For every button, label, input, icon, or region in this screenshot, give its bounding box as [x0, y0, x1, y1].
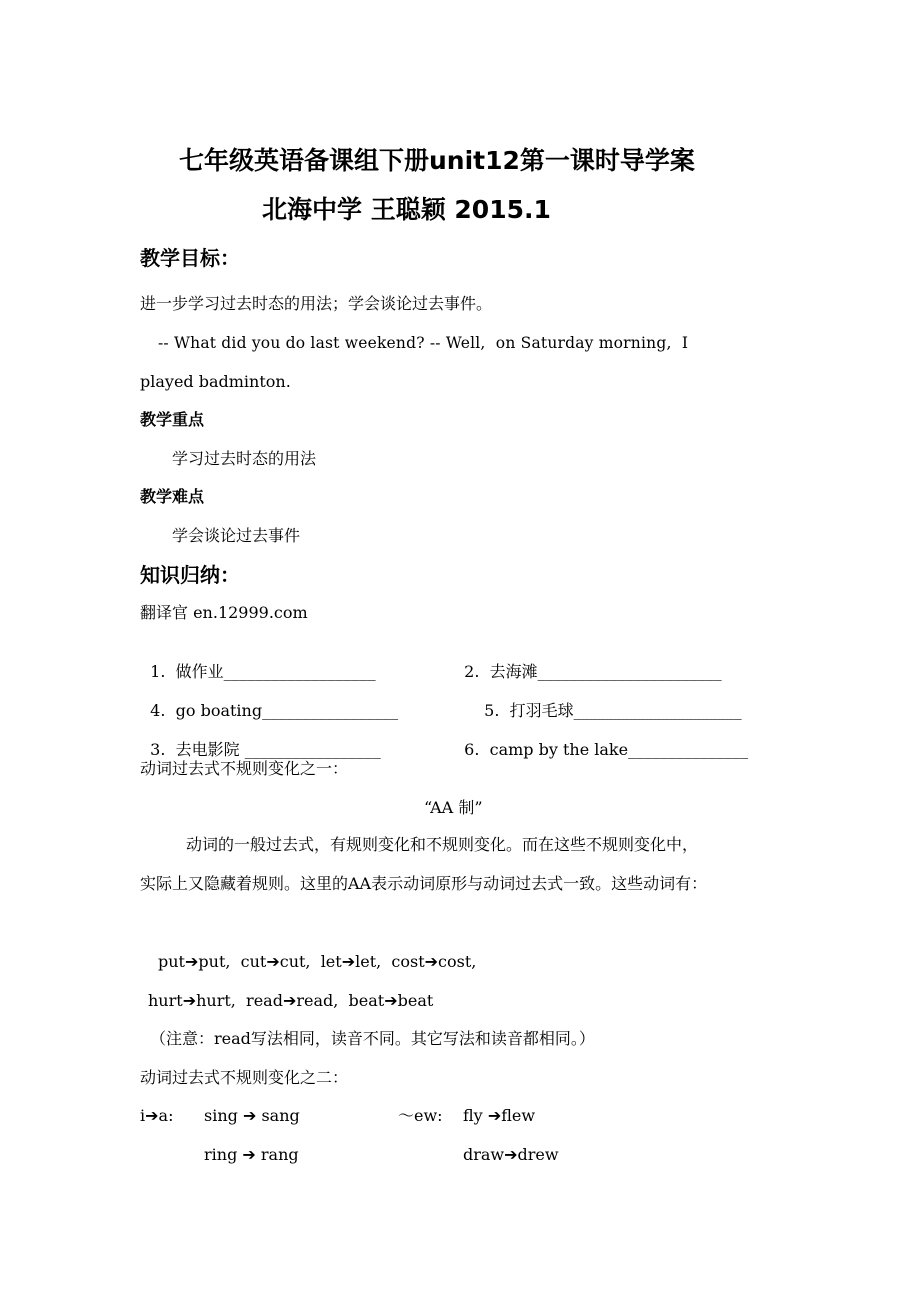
arrow-icon: ➔	[182, 991, 197, 1010]
key-points-heading: 教学重点	[140, 410, 205, 429]
verb-past: cost,	[438, 952, 477, 971]
verb-list-row	[148, 991, 433, 1011]
exercise-item	[454, 720, 748, 760]
example-dialogue-line1: -- What did you do last weekend? -- Well, on Saturday morning, I	[158, 334, 689, 352]
exercise-text: camp by the lake_______________	[489, 740, 749, 759]
verb-pair	[463, 1145, 559, 1165]
label-i: i	[140, 1106, 146, 1125]
exercise-item	[140, 681, 398, 721]
verb-base: read	[246, 991, 283, 1010]
example-dialogue-line2: played badminton.	[140, 372, 291, 391]
difficulties-heading: 教学难点	[140, 487, 205, 506]
verb-list-row	[158, 952, 476, 972]
difficulties-text: 学会谈论过去事件	[172, 526, 301, 545]
irregular1-paragraph-line2: 实际上又隐藏着规则。这里的AA表示动词原形与动词过去式一致。这些动词有：	[140, 874, 708, 893]
irregular1-heading: 动词过去式不规则变化之一：	[140, 759, 349, 778]
verb-base: put	[158, 952, 185, 971]
exercise-text: 打羽毛球_____________________	[509, 701, 742, 720]
arrow-icon: ➔	[424, 952, 439, 971]
verb-base: sing	[204, 1106, 238, 1125]
exercise-text: 去海滩_______________________	[489, 662, 722, 681]
page-title: 七年级英语备课组下册unit12第一课时导学案	[179, 146, 695, 175]
verb-past: sang	[261, 1106, 300, 1125]
arrow-icon: ➔	[341, 952, 356, 971]
exercise-item	[474, 681, 742, 721]
read-note: （注意：read写法相同，读音不同。其它写法和读音都相同。）	[150, 1029, 595, 1048]
exercise-text: 去电影院 _________________	[175, 740, 381, 759]
arrow-icon: ➔	[145, 1106, 159, 1125]
exercise-item	[140, 642, 376, 682]
arrow-icon: ➔	[504, 1145, 518, 1164]
verb-past: let,	[355, 952, 382, 971]
arrow-icon: ➔	[266, 952, 280, 971]
verb-past: flew	[501, 1106, 536, 1125]
key-points-text: 学习过去时态的用法	[172, 449, 317, 468]
exercise-item	[454, 642, 722, 682]
arrow-icon: ➔	[487, 1106, 502, 1125]
irregular2-heading: 动词过去式不规则变化之二：	[140, 1068, 349, 1087]
objectives-heading: 教学目标：	[140, 246, 240, 270]
verb-base: cut	[240, 952, 267, 971]
verb-base: draw	[463, 1145, 505, 1164]
aa-subtitle: “AA 制”	[424, 798, 483, 817]
irregular1-paragraph-line1: 动词的一般过去式，有规则变化和不规则变化。而在这些不规则变化中，	[186, 835, 699, 854]
exercise-item	[140, 720, 381, 760]
verb-base: hurt	[148, 991, 183, 1010]
verb-past: rang	[260, 1145, 299, 1164]
verb-past: put,	[198, 952, 231, 971]
verb-pair	[204, 1145, 299, 1165]
i-to-a-label	[140, 1106, 173, 1126]
knowledge-heading: 知识归纳：	[140, 563, 240, 587]
arrow-icon: ➔	[282, 991, 297, 1010]
verb-pair	[204, 1106, 300, 1126]
verb-past: read,	[296, 991, 339, 1010]
verb-past: cut,	[279, 952, 311, 971]
verb-base: beat	[348, 991, 385, 1010]
arrow-icon: ➔	[184, 952, 199, 971]
arrow-icon: ➔	[242, 1106, 257, 1125]
verb-past: drew	[517, 1145, 559, 1164]
verb-base: ring	[204, 1145, 238, 1164]
exercise-text: 做作业___________________	[175, 662, 376, 681]
verb-base: fly	[463, 1106, 483, 1125]
exercise-text: go boating_________________	[175, 701, 399, 720]
verb-past: beat	[397, 991, 434, 1010]
objectives-text: 进一步学习过去时态的用法；学会谈论过去事件。	[140, 294, 493, 313]
exercise-number: 4.	[150, 701, 166, 720]
ew-label: ～ew:	[398, 1106, 443, 1125]
exercise-number: 5.	[484, 701, 500, 720]
exercise-number: 6.	[464, 740, 480, 759]
exercise-number: 3.	[150, 740, 166, 759]
arrow-icon: ➔	[384, 991, 398, 1010]
verb-base: cost	[391, 952, 425, 971]
page-subtitle: 北海中学 王聪颖 2015.1	[262, 195, 551, 224]
verb-pair	[463, 1106, 535, 1126]
verb-past: hurt,	[196, 991, 236, 1010]
label-a: a:	[158, 1106, 174, 1125]
translator-link: 翻译官 en.12999.com	[140, 603, 308, 622]
exercise-number: 2.	[464, 662, 480, 681]
arrow-icon: ➔	[242, 1145, 256, 1164]
verb-base: let	[320, 952, 342, 971]
exercise-number: 1.	[150, 662, 166, 681]
